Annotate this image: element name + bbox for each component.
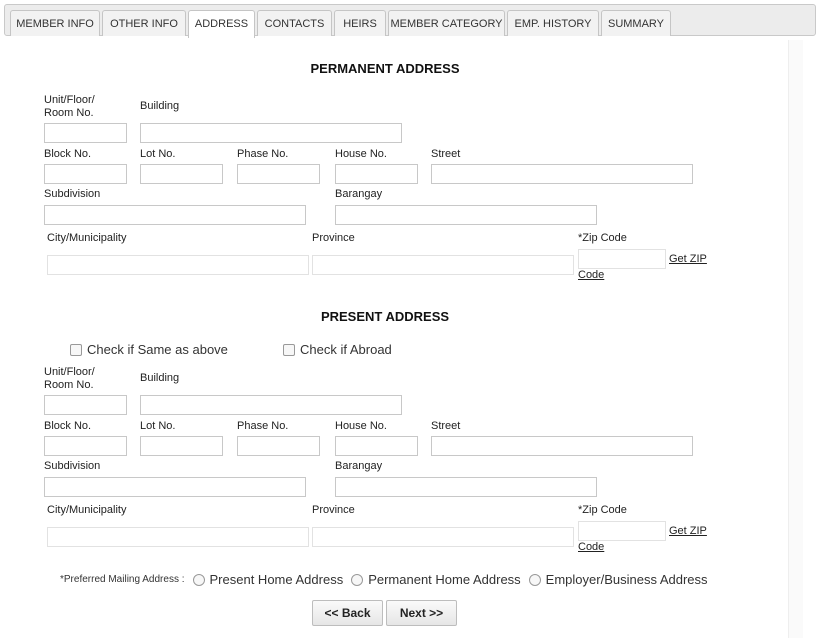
same-as-above-checkbox[interactable] xyxy=(70,342,228,357)
pres-street-input[interactable] xyxy=(431,436,693,456)
pres-barangay-input[interactable] xyxy=(335,477,597,497)
radio-label: Present Home Address xyxy=(209,572,344,587)
scroll-track[interactable] xyxy=(788,40,803,638)
street-label: Street xyxy=(431,148,461,160)
lot-label: Lot No. xyxy=(140,148,176,160)
tab-member-category[interactable]: MEMBER CATEGORY xyxy=(388,10,505,36)
pres-unit-input[interactable] xyxy=(44,395,127,415)
abroad-checkbox[interactable] xyxy=(283,342,392,357)
tab-heirs[interactable]: HEIRS xyxy=(334,10,386,36)
house-label: House No. xyxy=(335,420,387,432)
radio-label: Permanent Home Address xyxy=(368,572,521,587)
province-label: Province xyxy=(312,504,355,516)
tab-emp-history[interactable]: EMP. HISTORY xyxy=(507,10,599,36)
pres-get-zip-link-code[interactable]: Code xyxy=(578,541,605,553)
present-address-heading: PRESENT ADDRESS xyxy=(320,309,450,324)
perm-block-input[interactable] xyxy=(44,164,127,184)
perm-street-input[interactable] xyxy=(431,164,693,184)
next-button[interactable]: Next >> xyxy=(386,600,457,626)
zip-label: *Zip Code xyxy=(578,504,627,516)
tab-contacts[interactable]: CONTACTS xyxy=(257,10,332,36)
house-label: House No. xyxy=(335,148,387,160)
perm-city-input[interactable] xyxy=(47,255,309,275)
pres-get-zip-link[interactable]: Get ZIP xyxy=(669,525,707,537)
pres-subdivision-input[interactable] xyxy=(44,477,306,497)
perm-barangay-input[interactable] xyxy=(335,205,597,225)
checkbox-icon[interactable] xyxy=(70,344,82,356)
tab-other-info[interactable]: OTHER INFO xyxy=(102,10,186,36)
block-label: Block No. xyxy=(44,148,92,160)
tab-bar xyxy=(4,4,816,36)
perm-subdivision-input[interactable] xyxy=(44,205,306,225)
tab-member-info[interactable]: MEMBER INFO xyxy=(10,10,100,36)
pres-house-input[interactable] xyxy=(335,436,418,456)
radio-icon[interactable] xyxy=(529,574,541,586)
tab-address[interactable]: ADDRESS xyxy=(188,10,255,38)
radio-employer-business[interactable] xyxy=(529,572,708,587)
building-label: Building xyxy=(140,372,180,384)
barangay-label: Barangay xyxy=(335,188,383,200)
pres-block-input[interactable] xyxy=(44,436,127,456)
subdivision-label: Subdivision xyxy=(44,460,101,472)
city-label: City/Municipality xyxy=(47,232,127,244)
radio-icon[interactable] xyxy=(193,574,205,586)
lot-label: Lot No. xyxy=(140,420,176,432)
perm-building-input[interactable] xyxy=(140,123,402,143)
pres-city-input[interactable] xyxy=(47,527,309,547)
pres-lot-input[interactable] xyxy=(140,436,223,456)
barangay-label: Barangay xyxy=(335,460,383,472)
pres-zip-input[interactable] xyxy=(578,521,666,541)
unit-label: Unit/Floor/ Room No. xyxy=(44,94,95,119)
tab-summary[interactable]: SUMMARY xyxy=(601,10,671,36)
pres-building-input[interactable] xyxy=(140,395,402,415)
pres-province-input[interactable] xyxy=(312,527,574,547)
building-label: Building xyxy=(140,100,180,112)
radio-icon[interactable] xyxy=(351,574,363,586)
mailing-label: *Preferred Mailing Address : xyxy=(60,574,185,585)
subdivision-label: Subdivision xyxy=(44,188,101,200)
unit-label: Unit/Floor/ Room No. xyxy=(44,366,95,391)
same-as-above-label: Check if Same as above xyxy=(87,342,228,357)
zip-label: *Zip Code xyxy=(578,232,627,244)
perm-get-zip-link[interactable]: Get ZIP xyxy=(669,253,707,265)
back-button[interactable]: << Back xyxy=(312,600,383,626)
perm-province-input[interactable] xyxy=(312,255,574,275)
abroad-label: Check if Abroad xyxy=(300,342,392,357)
radio-permanent-home[interactable] xyxy=(351,572,520,587)
mailing-preference xyxy=(60,572,708,587)
province-label: Province xyxy=(312,232,355,244)
radio-present-home[interactable] xyxy=(193,572,344,587)
block-label: Block No. xyxy=(44,420,92,432)
phase-label: Phase No. xyxy=(237,148,289,160)
perm-zip-input[interactable] xyxy=(578,249,666,269)
phase-label: Phase No. xyxy=(237,420,289,432)
street-label: Street xyxy=(431,420,461,432)
perm-lot-input[interactable] xyxy=(140,164,223,184)
checkbox-icon[interactable] xyxy=(283,344,295,356)
pres-phase-input[interactable] xyxy=(237,436,320,456)
radio-label: Employer/Business Address xyxy=(545,572,708,587)
perm-phase-input[interactable] xyxy=(237,164,320,184)
perm-unit-input[interactable] xyxy=(44,123,127,143)
city-label: City/Municipality xyxy=(47,504,127,516)
perm-house-input[interactable] xyxy=(335,164,418,184)
perm-get-zip-link-code[interactable]: Code xyxy=(578,269,605,281)
permanent-address-heading: PERMANENT ADDRESS xyxy=(310,61,460,76)
